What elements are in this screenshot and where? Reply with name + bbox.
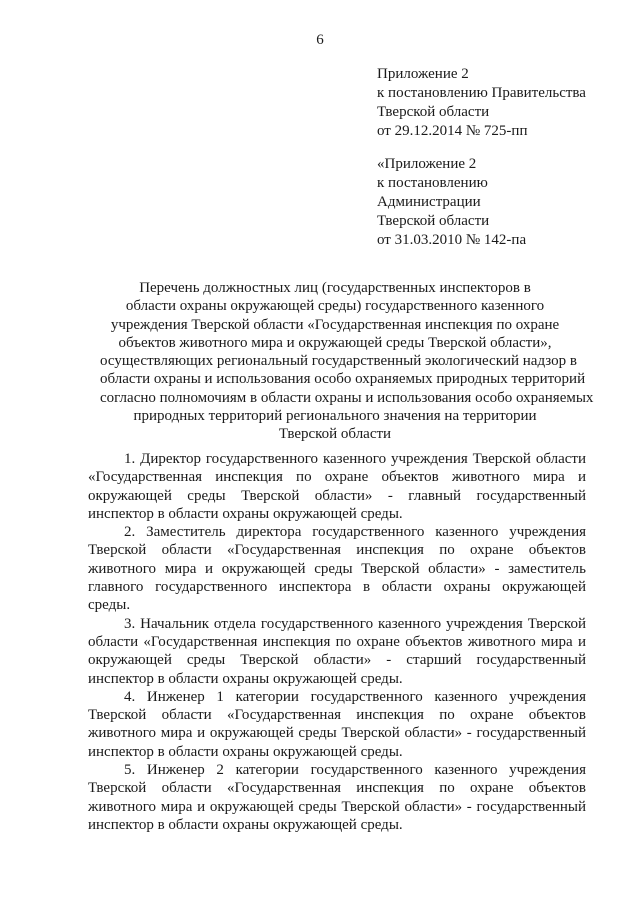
list-item-line: животного мира и окружающей среды Тверской области» - государственный: [88, 798, 586, 815]
list-item-line: Тверской области «Государственная инспекция по охране объектов: [88, 707, 586, 724]
heading-line: осуществляющих региональный государственный экологический надзор в: [100, 353, 577, 370]
list-item-line: «Государственная инспекция по охране объектов животного мира и: [88, 469, 586, 486]
heading-line: согласно полномочиям в области охраны и использования особо охраняемых: [100, 389, 594, 406]
list-item-line: среды.: [88, 597, 131, 614]
list-item-line: инспектор в области охраны окружающей среды.: [88, 816, 403, 833]
list-item-line: 2. Заместитель директора государственного казенного учреждения: [124, 524, 586, 541]
list-item-line: 1. Директор государственного казенного учреждения Тверской области: [124, 451, 586, 467]
heading-line: объектов животного мира и окружающей среды Тверской области»,: [118, 334, 552, 351]
list-item-line: Тверской области «Государственная инспекция по охране объектов: [88, 780, 586, 797]
list-item-line: животного мира и окружающей среды Тверской области» - государственный: [88, 725, 586, 742]
appendix-quoted-line: «Приложение 2: [377, 156, 477, 172]
heading-line: Перечень должностных лиц (государственных инспекторов в: [139, 280, 531, 296]
appendix-reference-quoted: [377, 155, 627, 250]
heading-line: области охраны окружающей среды) государственного казенного: [125, 298, 545, 315]
list-item-line: 3. Начальник отдела государственного казенного учреждения Тверской: [124, 615, 586, 632]
list-item-line: главного государственного инспектора в области охраны окружающей: [88, 579, 586, 596]
heading-line: природных территорий регионального значения на территории: [133, 408, 537, 425]
list-item-line: 4. Инженер 1 категории государственного казенного учреждения: [124, 688, 586, 705]
heading-line: Тверской области: [278, 426, 392, 443]
appendix-main-line: Приложение 2: [377, 66, 469, 82]
list-item-line: инспектор в области охраны окружающей среды.: [88, 670, 403, 687]
list-item-line: 5. Инженер 2 категории государственного казенного учреждения: [124, 762, 586, 779]
appendix-reference-main: [377, 65, 627, 141]
list-item-line: окружающей среды Тверской области» - главный государственный: [88, 487, 586, 504]
list-item-line: окружающей среды Тверской области» - старший государственный: [88, 652, 586, 669]
appendix-main-line: от 29.12.2014 № 725-пп: [377, 123, 528, 139]
officials-list: [88, 450, 586, 834]
list-item-line: животного мира и окружающей среды Тверской области» - заместитель: [88, 560, 586, 577]
appendix-quoted-line: Тверской области: [377, 213, 490, 229]
list-item-line: области «Государственная инспекция по охране объектов животного мира и: [88, 633, 586, 650]
heading-line: области охраны и использования особо охраняемых природных территорий: [100, 371, 586, 388]
list-item-line: инспектор в области охраны окружающей среды.: [88, 743, 403, 760]
appendix-quoted-line: к постановлению: [377, 175, 488, 191]
list-item-line: инспектор в области охраны окружающей среды.: [88, 505, 403, 522]
list-item-department-head: [88, 615, 586, 688]
appendix-main-line: к постановлению Правительства: [377, 85, 586, 101]
appendix-quoted-line: Администрации: [377, 194, 481, 210]
list-item-engineer-category-2: [88, 761, 586, 834]
page-number: 6: [316, 32, 324, 48]
list-item-director: [88, 450, 586, 523]
appendix-quoted-line: от 31.03.2010 № 142-па: [377, 232, 527, 248]
list-item-line: Тверской области «Государственная инспекция по охране объектов: [88, 542, 586, 559]
appendix-main-line: Тверской области: [377, 104, 490, 120]
list-item-deputy-director: [88, 523, 586, 614]
heading-line: учреждения Тверской области «Государственная инспекция по охране: [110, 316, 560, 333]
document-heading: [100, 279, 594, 444]
list-item-engineer-category-1: [88, 688, 586, 761]
